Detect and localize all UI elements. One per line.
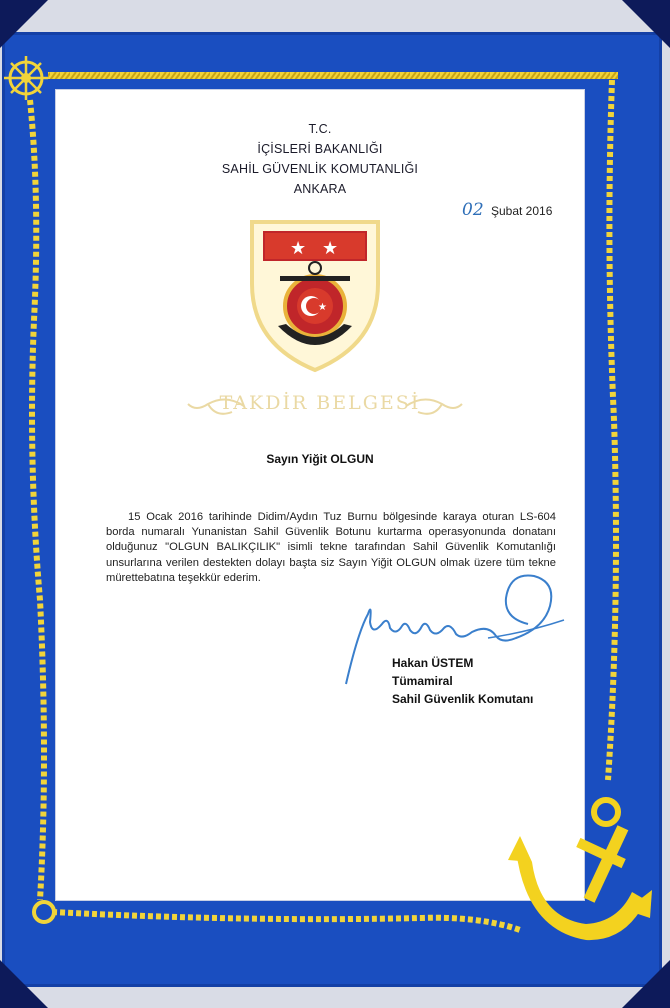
rope-left [30, 100, 44, 900]
rope-knot [34, 902, 54, 922]
header-city: ANKARA [293, 182, 347, 196]
signature [338, 572, 568, 692]
date-day-handwritten: 02 [462, 200, 484, 220]
header-tc: T.C. [308, 122, 332, 136]
coast-guard-emblem [240, 214, 390, 374]
certificate-title: TAKDİR BELGESİ [219, 392, 421, 414]
flourish-left-icon [186, 392, 246, 422]
signatory-name: Hakan ÜSTEM [392, 656, 474, 670]
rope-bottom [52, 912, 520, 930]
ships-wheel-icon [4, 56, 48, 100]
header-command: SAHİL GÜVENLİK KOMUTANLIĞI [221, 162, 419, 176]
recipient-name: Sayın Yiğit OLGUN [266, 452, 374, 466]
rope-right [608, 80, 616, 780]
svg-text:★: ★ [318, 302, 327, 313]
anchor-icon [508, 800, 652, 940]
flourish-right-icon [404, 392, 464, 422]
issue-date [462, 200, 552, 220]
rope-top [48, 72, 618, 79]
signatory-title: Sahil Güvenlik Komutanı [392, 692, 534, 706]
date-month-year: Şubat 2016 [490, 204, 553, 218]
svg-text:★: ★ [290, 238, 307, 259]
body-text: 15 Ocak 2016 tarihinde Didim/Aydın Tuz Burnu bölgesinde karaya oturan LS-604 borda numaralı Yunanistan Sahil Güvenlik Botunu kurtarma operasyonunda donatanı olduğunuz "OLGUN BALIKÇILIK" isimli tekne tarafından Sahil Güvenlik Komutanlığı unsurlarına verilen destekten dolayı başta siz Sayın Yiğit OLGUN olmak üzere tüm tekne mürettebatına teşekkür ederim. [106, 511, 556, 584]
svg-text:★: ★ [322, 238, 339, 259]
header-ministry: İÇİSLERİ BAKANLIĞI [257, 142, 383, 156]
signatory-rank: Tümamiral [392, 674, 453, 688]
